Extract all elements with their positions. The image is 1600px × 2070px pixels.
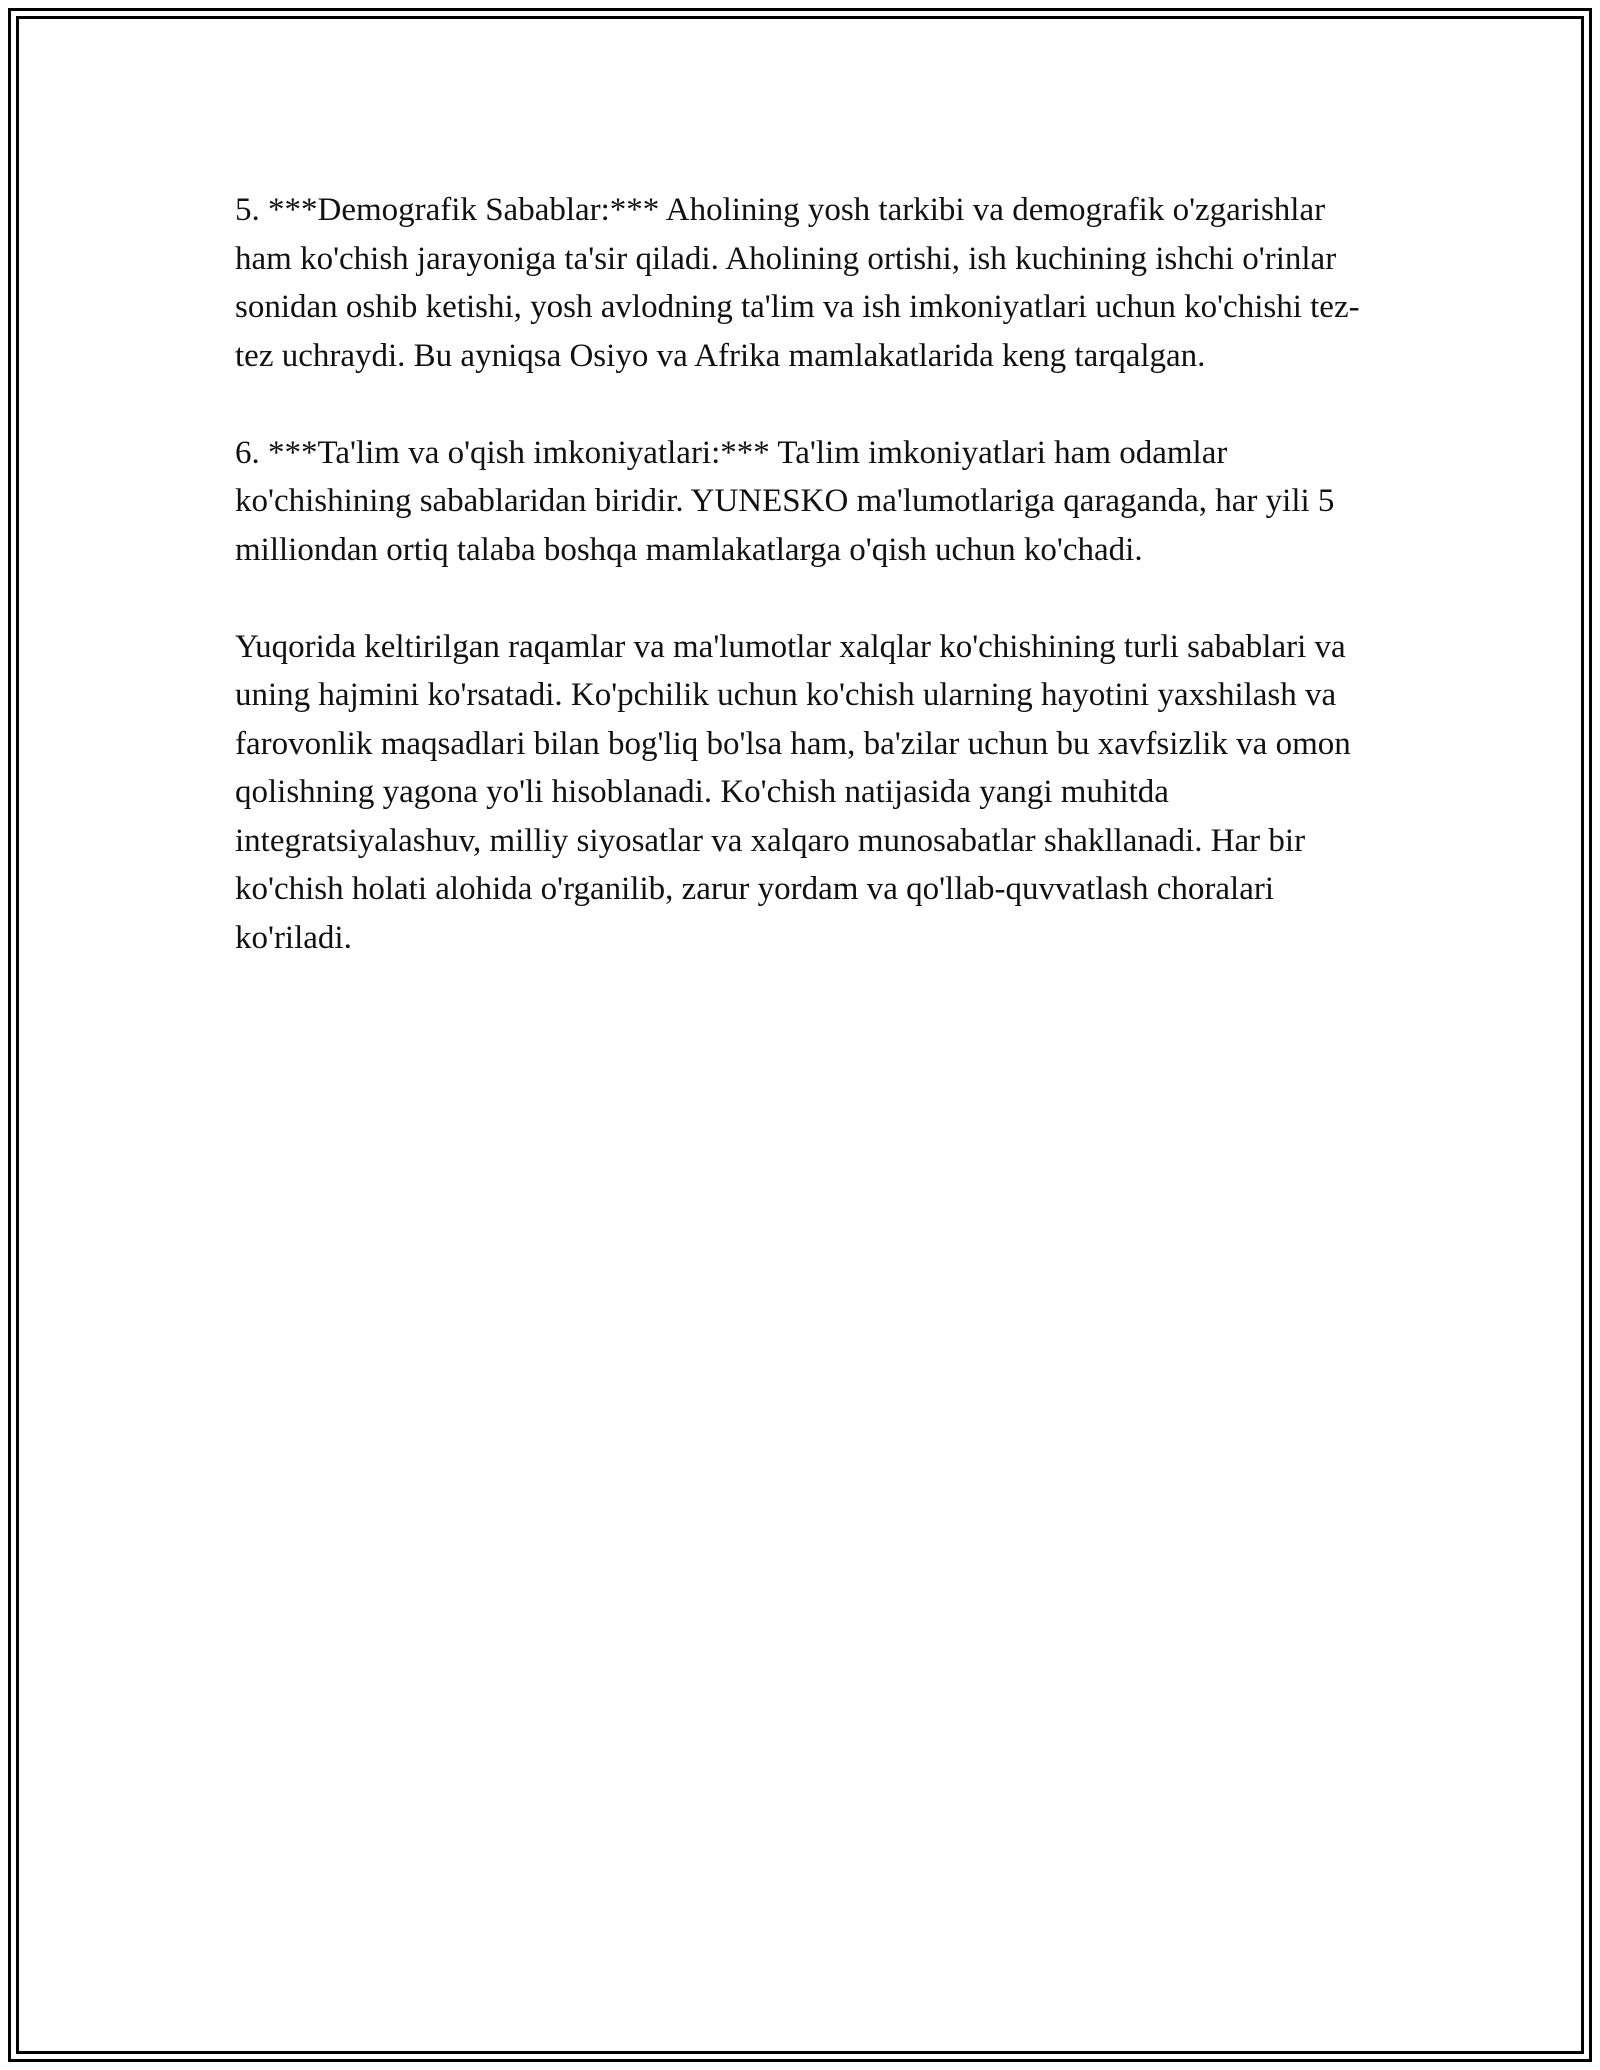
paragraph-demographic-reasons: 5. ***Demografik Sabablar:*** Aholining yosh tarkibi va demografik o'zgarishlar ham ko'chish jarayoniga ta'sir qiladi. Aholining ortishi, ish kuchining ishchi o'rinlar sonidan oshib ketishi, yosh avlodning ta'lim va ish imkoniyatlari uchun ko'chishi tez-tez uchraydi. Bu ayniqsa Osiyo va Afrika mamlakatlarida keng tarqalgan. (235, 192, 1360, 374)
paragraph-education-opportunities: 6. ***Ta'lim va o'qish imkoniyatlari:*** Ta'lim imkoniyatlari ham odamlar ko'chishining sabablaridan biridir. YUNESKO ma'lumotlariga qaraganda, har yili 5 milliondan ortiq talaba boshqa mamlakatlarga o'qish uchun ko'chadi. (235, 434, 1335, 568)
paragraph-conclusion: Yuqorida keltirilgan raqamlar va ma'lumotlar xalqlar ko'chishining turli sabablari va uning hajmini ko'rsatadi. Ko'pchilik uchun ko'chish ularning hayotini yaxshilash va farovonlik maqsadlari bilan bog'liq bo'lsa ham, ba'zilar uchun bu xavfsizlik va omon qolishning yagona yo'li hisoblanadi. Ko'chish natijasida yangi muhitda integratsiyalashuv, milliy siyosatlar va xalqaro munosabatlar shakllanadi. Har bir ko'chish holati alohida o'rganilib, zarur yordam va qo'llab-quvvatlash choralari ko'riladi. (235, 628, 1351, 956)
document-body (235, 186, 1365, 1011)
